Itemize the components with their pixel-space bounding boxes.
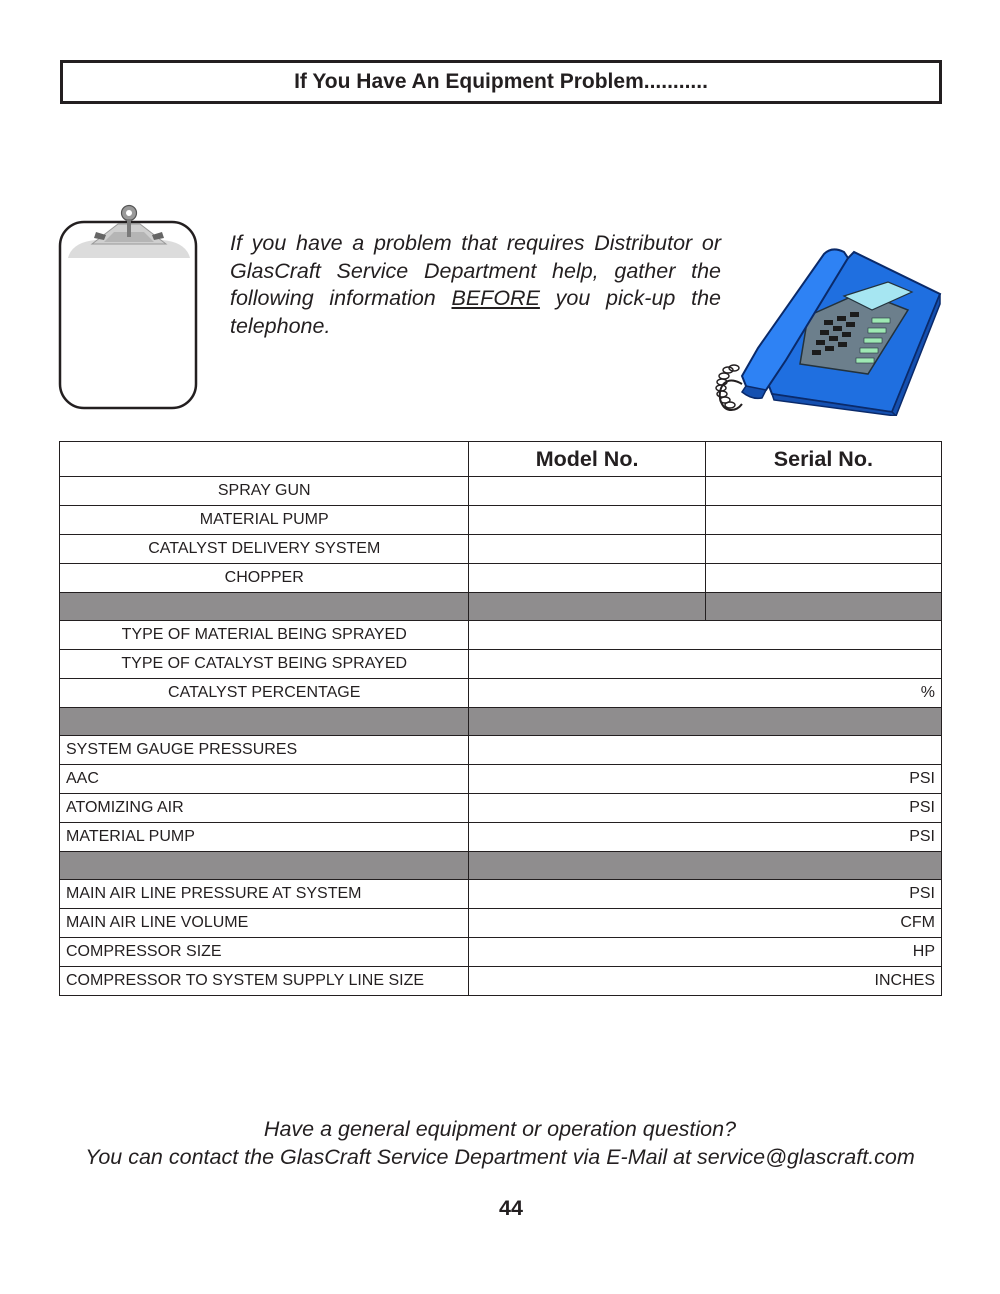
clipboard-icon: [56, 202, 202, 414]
separator-row: [60, 852, 942, 880]
material-label: TYPE OF CATALYST BEING SPRAYED: [60, 650, 469, 679]
separator-row: [60, 593, 942, 621]
air-field[interactable]: PSI: [469, 880, 942, 909]
table-row: [60, 909, 942, 938]
gauge-label: SYSTEM GAUGE PRESSURES: [60, 736, 469, 765]
material-field[interactable]: [469, 650, 942, 679]
gauge-label: ATOMIZING AIR: [60, 794, 469, 823]
separator-cell: [60, 852, 469, 880]
serial-number-field[interactable]: [705, 535, 941, 564]
gauge-field[interactable]: PSI: [469, 823, 942, 852]
separator-cell: [60, 593, 469, 621]
table-row: [60, 967, 942, 996]
serial-number-field[interactable]: [705, 506, 941, 535]
intro-paragraph: [230, 230, 721, 340]
equipment-label: SPRAY GUN: [60, 477, 469, 506]
separator-row: [60, 708, 942, 736]
air-label: MAIN AIR LINE VOLUME: [60, 909, 469, 938]
material-label: TYPE OF MATERIAL BEING SPRAYED: [60, 621, 469, 650]
page-title: If You Have An Equipment Problem...........: [294, 70, 708, 93]
intro-emphasis: BEFORE: [451, 286, 540, 310]
table-row: [60, 823, 942, 852]
equipment-label: MATERIAL PUMP: [60, 506, 469, 535]
material-label: CATALYST PERCENTAGE: [60, 679, 469, 708]
serial-number-header: Serial No.: [705, 442, 941, 477]
intro-text: If you have a problem that requires Distributor or GlasCraft Service Department help, gather the following information: [230, 231, 721, 310]
equipment-label: CHOPPER: [60, 564, 469, 593]
footer-contact: [0, 1116, 1000, 1171]
page-title-box: [60, 60, 942, 104]
intro-text-end: you pick-up the telephone.: [230, 286, 721, 338]
telephone-icon: [712, 244, 944, 416]
table-row: [60, 794, 942, 823]
table-row: [60, 679, 942, 708]
air-label: COMPRESSOR TO SYSTEM SUPPLY LINE SIZE: [60, 967, 469, 996]
table-row: [60, 506, 942, 535]
air-field[interactable]: HP: [469, 938, 942, 967]
air-field[interactable]: INCHES: [469, 967, 942, 996]
serial-number-field[interactable]: [705, 564, 941, 593]
equipment-info-table: [59, 441, 942, 996]
air-field[interactable]: CFM: [469, 909, 942, 938]
table-row: [60, 621, 942, 650]
table-row: [60, 765, 942, 794]
gauge-field[interactable]: [469, 736, 942, 765]
table-row: [60, 938, 942, 967]
equipment-label: CATALYST DELIVERY SYSTEM: [60, 535, 469, 564]
model-number-field[interactable]: [469, 477, 705, 506]
serial-number-field[interactable]: [705, 477, 941, 506]
separator-cell: [60, 708, 469, 736]
footer-question: Have a general equipment or operation question?: [263, 1117, 737, 1141]
separator-cell: [469, 852, 942, 880]
footer-email-line: You can contact the GlasCraft Service Department via E-Mail at service@glascraft.com: [85, 1144, 915, 1169]
table-row: [60, 650, 942, 679]
catalyst-percentage-field[interactable]: %: [469, 679, 942, 708]
model-number-field[interactable]: [469, 535, 705, 564]
model-number-field[interactable]: [469, 564, 705, 593]
gauge-label: AAC: [60, 765, 469, 794]
separator-cell: [705, 593, 941, 621]
gauge-field[interactable]: PSI: [469, 794, 942, 823]
table-header-row: [60, 442, 942, 477]
gauge-field[interactable]: PSI: [469, 765, 942, 794]
page-number: 44: [499, 1196, 523, 1220]
table-row: [60, 736, 942, 765]
material-field[interactable]: [469, 621, 942, 650]
header-blank-cell: [60, 442, 469, 477]
air-label: COMPRESSOR SIZE: [60, 938, 469, 967]
separator-cell: [469, 708, 942, 736]
separator-cell: [469, 593, 705, 621]
table-row: [60, 880, 942, 909]
table-row: [60, 564, 942, 593]
table-row: [60, 535, 942, 564]
table-row: [60, 477, 942, 506]
air-label: MAIN AIR LINE PRESSURE AT SYSTEM: [60, 880, 469, 909]
model-number-header: Model No.: [469, 442, 705, 477]
model-number-field[interactable]: [469, 506, 705, 535]
gauge-label: MATERIAL PUMP: [60, 823, 469, 852]
